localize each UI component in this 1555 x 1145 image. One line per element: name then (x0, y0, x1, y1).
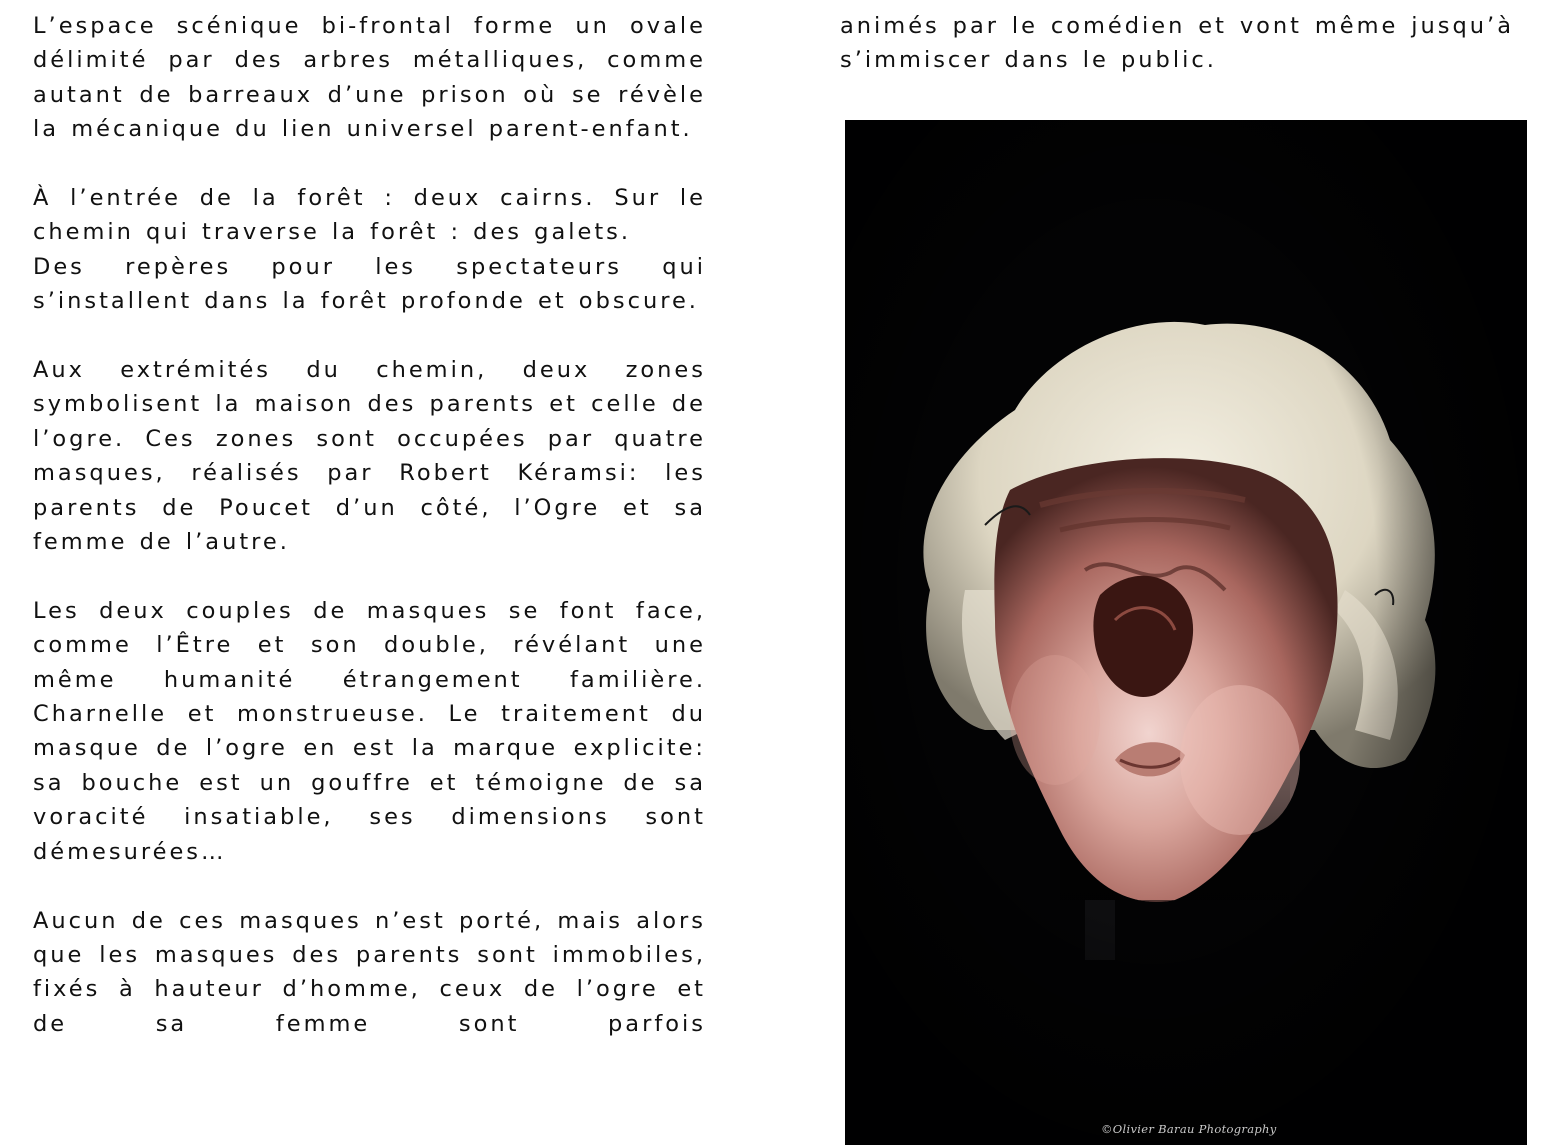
paragraph-forest-entrance: À l’entrée de la forêt : deux cairns. Sur le chemin qui traverse la forêt : des galets. (33, 185, 706, 246)
paragraph-stage-space: L’espace scénique bi-frontal forme un ovale délimité par des arbres métalliques, comme autant de barreaux d’une prison où se révèle la mécanique du lien universel parent-enfant. (33, 13, 706, 143)
mask-illustration (845, 120, 1527, 1145)
paragraph-landmarks: Des repères pour les spectateurs qui s’installent dans la forêt profonde et obscure. (33, 253, 706, 315)
ogre-mask-photo (845, 120, 1527, 1145)
right-text-column (840, 9, 1514, 78)
photo-credit: ©Olivier Barau Photography (1101, 1122, 1277, 1136)
paragraph-zones: Aux extrémités du chemin, deux zones symbolisent la maison des parents et celle de l’ogre. Ces zones sont occupées par quatre masques, réalisés par Robert Kéramsi: les parents de Poucet d’un côté, l’Ogre et sa femme de l’autre. (33, 357, 706, 556)
paragraph-mask-couples: Les deux couples de masques se font face, comme l’Être et son double, révélant une même humanité étrangement familière. Charnelle et monstrueuse. Le traitement du masque de l’ogre en est la marque explicite: sa bouche est un gouffre et témoigne de sa voracité insatiable, ses dimensions sont démesurées… (33, 597, 706, 865)
left-text-column (33, 9, 706, 1041)
paragraph-continuation: animés par le comédien et vont même jusqu’à s’immiscer dans le public. (840, 13, 1514, 74)
paragraph-masks-not-worn: Aucun de ces masques n’est porté, mais alors que les masques des parents sont immobiles, fixés à hauteur d’homme, ceux de l’ogre et de sa femme sont parfois (33, 907, 706, 1037)
